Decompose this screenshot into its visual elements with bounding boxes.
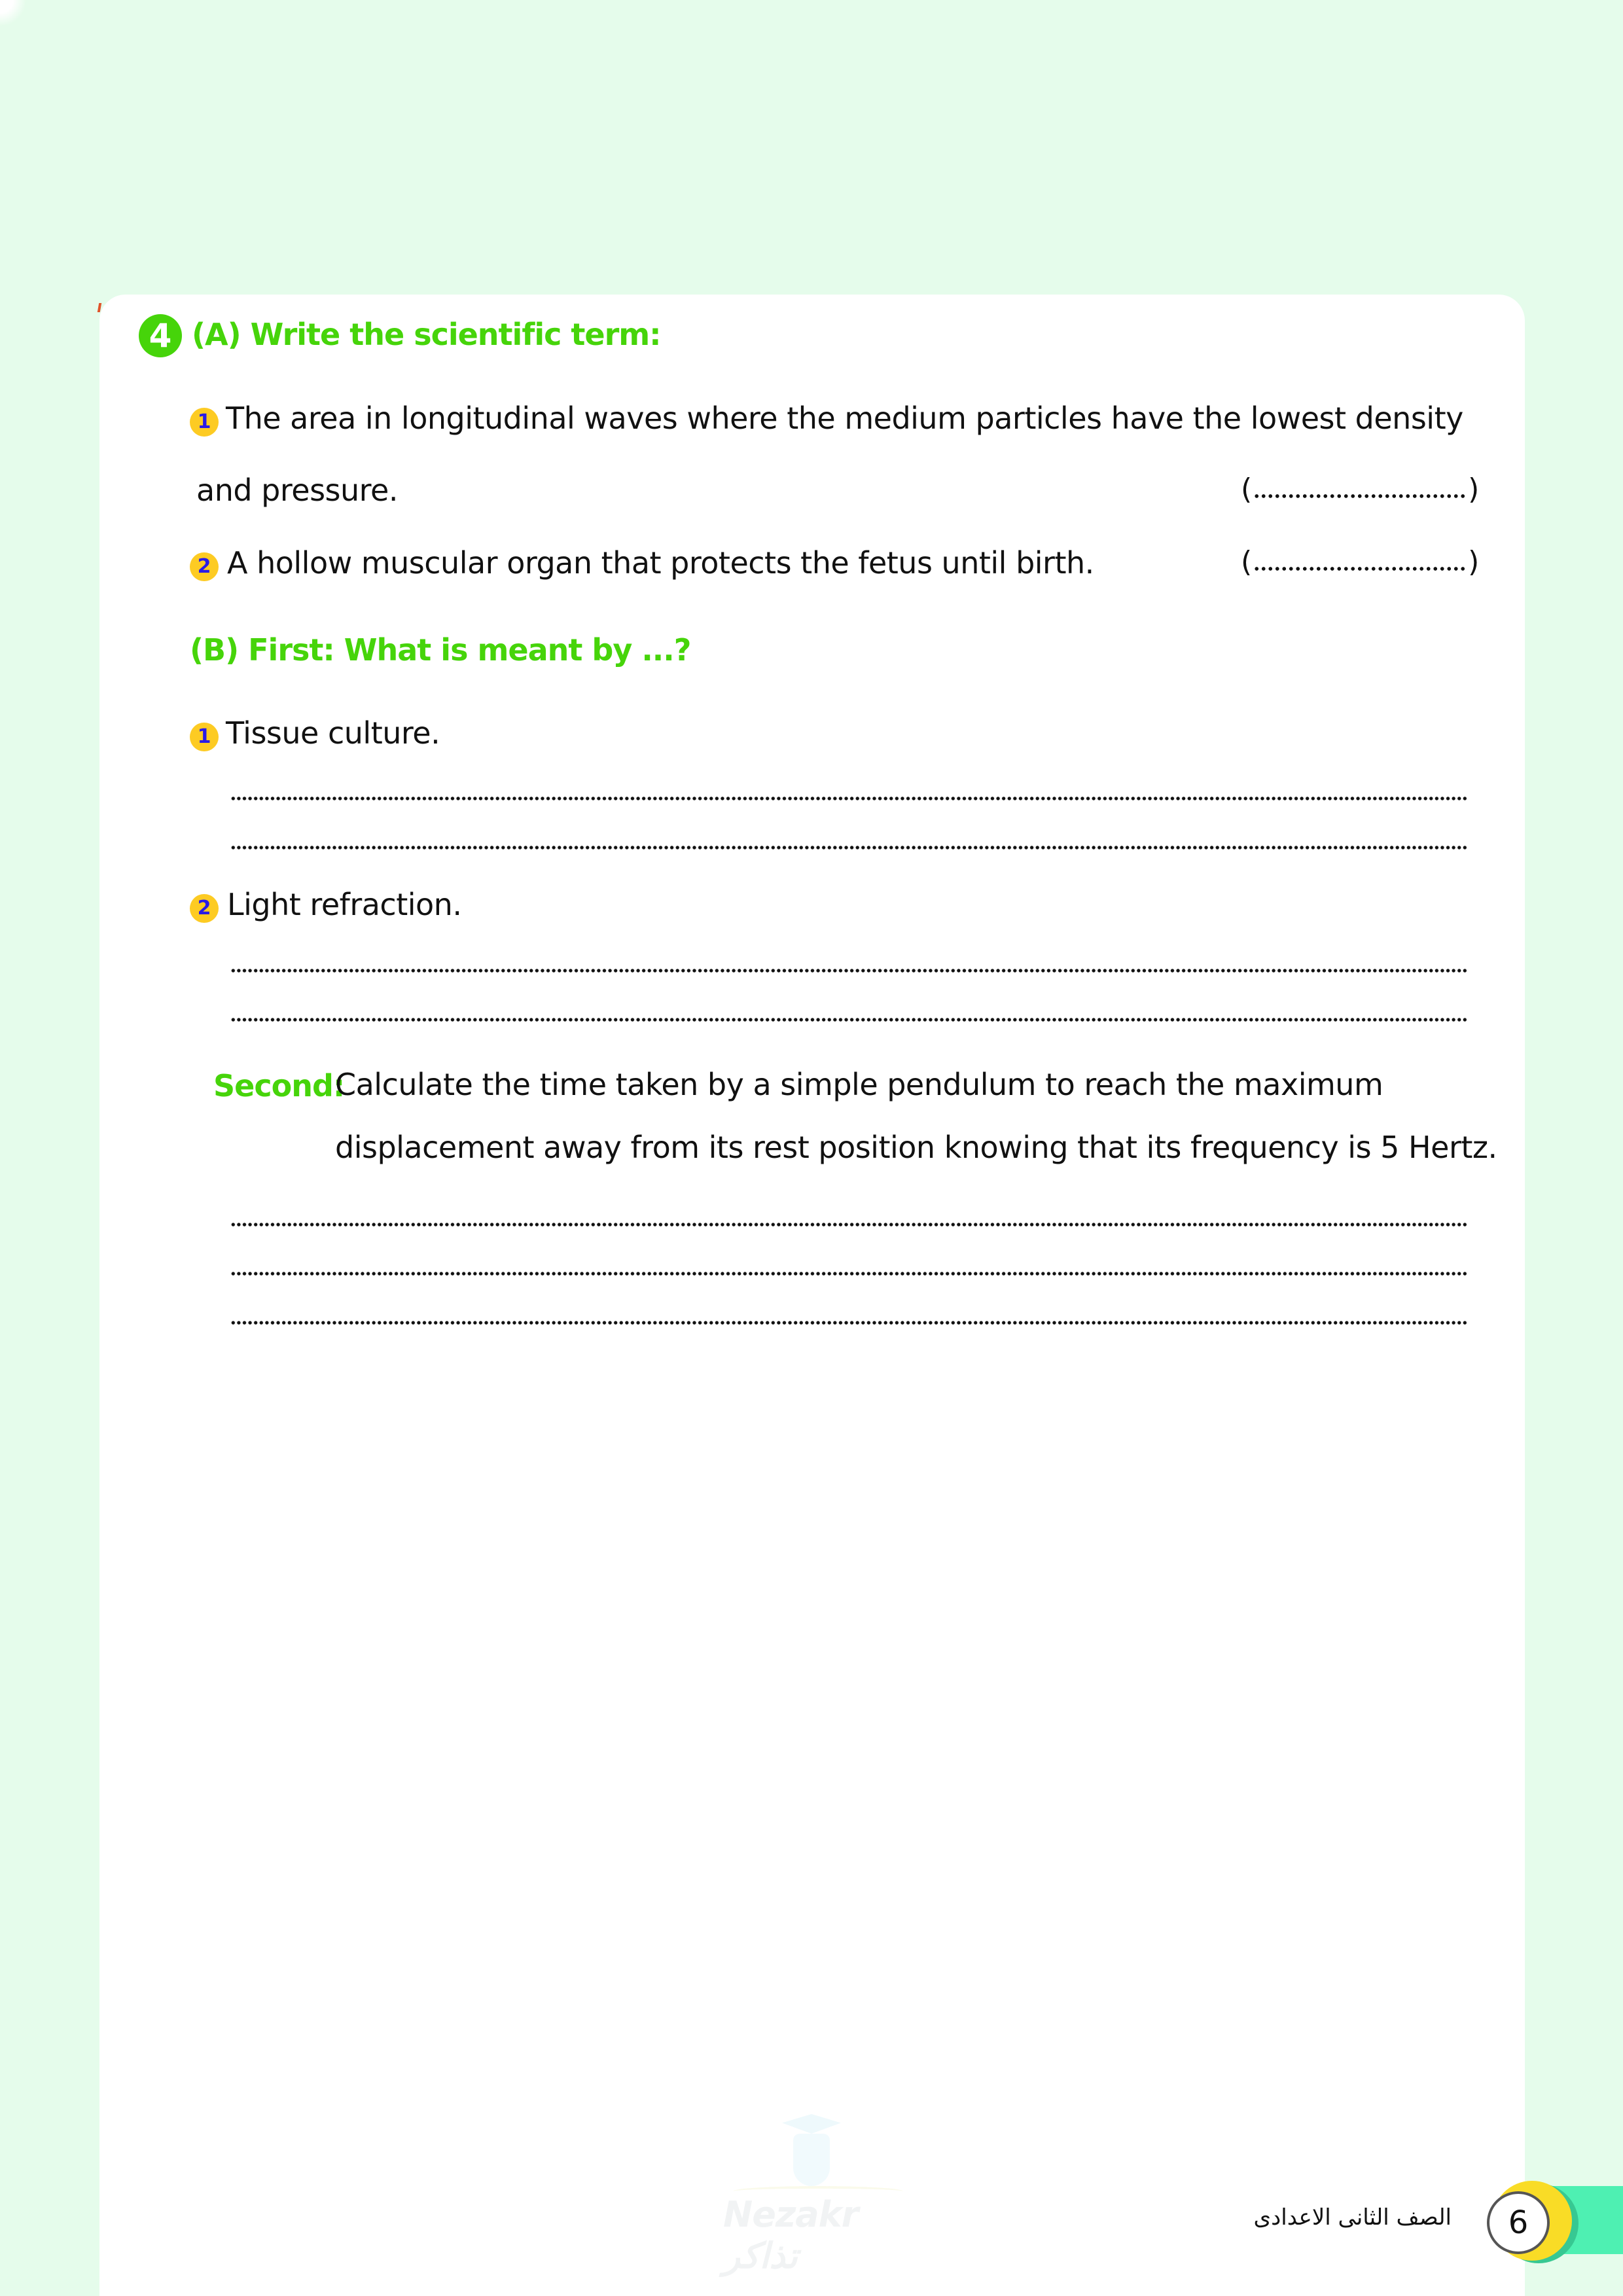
- term-question-1-line2: and pressure.: [196, 473, 398, 508]
- answer-line[interactable]: [230, 1320, 1467, 1325]
- answer-line[interactable]: [230, 1222, 1467, 1227]
- page-number: 6: [1487, 2191, 1550, 2254]
- part-b-heading: (B) First: What is meant by ...?: [190, 632, 691, 668]
- term-question-1-line1: The area in longitudinal waves where the medium particles have the lowest density: [226, 401, 1463, 436]
- answer-dots: [1253, 565, 1467, 572]
- term-question-2: A hollow muscular organ that protects the fetus until birth.: [227, 545, 1094, 581]
- item-number-badge: 1: [190, 723, 219, 751]
- close-paren: ): [1468, 473, 1480, 506]
- close-paren: ): [1468, 545, 1480, 579]
- answer-line[interactable]: [230, 1017, 1467, 1022]
- term-answer-2-field[interactable]: [1241, 545, 1479, 579]
- answer-line[interactable]: [230, 845, 1467, 850]
- term-answer-1-field[interactable]: [1241, 473, 1479, 506]
- watermark-logo: [720, 2108, 916, 2276]
- question-number-badge: 4: [139, 314, 182, 357]
- answer-dots: [1253, 493, 1467, 499]
- open-paren: (: [1241, 545, 1253, 579]
- figure-icon: [793, 2134, 830, 2186]
- open-paren: (: [1241, 473, 1253, 506]
- graduation-cap-icon: [782, 2114, 841, 2134]
- worksheet-card: [99, 295, 1525, 2296]
- second-question-line1: Calculate the time taken by a simple pendulum to reach the maximum: [335, 1067, 1383, 1102]
- part-a-heading: (A) Write the scientific term:: [192, 317, 661, 352]
- meaning-question-1: Tissue culture.: [226, 715, 440, 751]
- second-label: Second:: [213, 1068, 345, 1103]
- meaning-question-2: Light refraction.: [227, 887, 462, 922]
- answer-line[interactable]: [230, 1271, 1467, 1276]
- answer-line[interactable]: [230, 968, 1467, 973]
- page-corner: [0, 0, 39, 39]
- second-question-line2: displacement away from its rest position knowing that its frequency is 5 Hertz.: [335, 1130, 1497, 1165]
- watermark-text: Nezakr تذاكر: [723, 2194, 859, 2276]
- item-number-badge: 1: [190, 408, 219, 437]
- answer-line[interactable]: [230, 796, 1467, 801]
- item-number-badge: 2: [190, 552, 219, 581]
- item-number-badge: 2: [190, 894, 219, 923]
- grade-label: الصف الثانى الاعدادى: [1253, 2204, 1452, 2231]
